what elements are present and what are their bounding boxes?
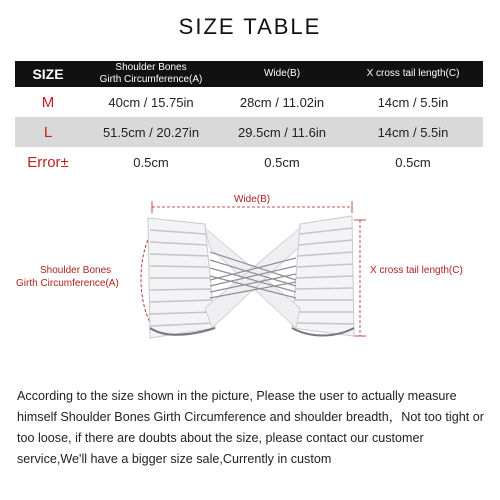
row-tail: 14cm / 5.5in [343, 117, 483, 147]
row-girth: 40cm / 15.75in [108, 94, 194, 110]
row-size-label: L [15, 117, 81, 147]
row-wide: 29.5cm / 11.6in [221, 117, 343, 147]
header-girth-line1: Shoulder Bones [115, 62, 187, 73]
row-girth: 51.5cm / 20.27in [81, 117, 221, 147]
row-girth: 0.5cm [133, 154, 169, 170]
page-title: SIZE TABLE [178, 14, 322, 39]
size-table [15, 61, 483, 177]
table-row [15, 117, 483, 147]
wide-label: Wide(B) [234, 194, 271, 205]
row-wide: 0.5cm [264, 154, 300, 170]
row-tail: 14cm / 5.5in [377, 94, 449, 110]
header-tail: X cross tail length(C) [343, 61, 483, 87]
girth-label [16, 264, 166, 290]
tail-dimension [354, 220, 366, 336]
header-wide: Wide(B) [221, 61, 343, 87]
table-row [15, 87, 483, 117]
tail-label: X cross tail length(C) [370, 265, 463, 276]
brace-right-pad [292, 216, 354, 336]
girth-label-line1: Shoulder Bones [40, 265, 112, 276]
brace-cross-straps [205, 228, 300, 328]
table-header-row [15, 61, 483, 87]
row-wide: 28cm / 11.02in [239, 94, 325, 110]
header-girth-line2: Girth Circumference(A) [99, 74, 203, 85]
girth-label-line2: Girth Circumference(A) [16, 278, 119, 289]
header-size: SIZE [15, 61, 81, 87]
product-diagram [0, 188, 500, 358]
header-girth [81, 61, 221, 87]
row-size-label: Error± [27, 153, 69, 171]
row-tail: 0.5cm [395, 154, 431, 170]
table-row [15, 147, 483, 177]
size-note: According to the size shown in the picture, Please the user to actually measure himself Shoulder Bones Girth Circumference and shoulder breadth，Not too tight or too loose, if there are doubts about the size, please contact our customer service,We'll have a bigger size sale,Currently in custom [17, 389, 484, 466]
row-size-label: M [41, 93, 55, 111]
